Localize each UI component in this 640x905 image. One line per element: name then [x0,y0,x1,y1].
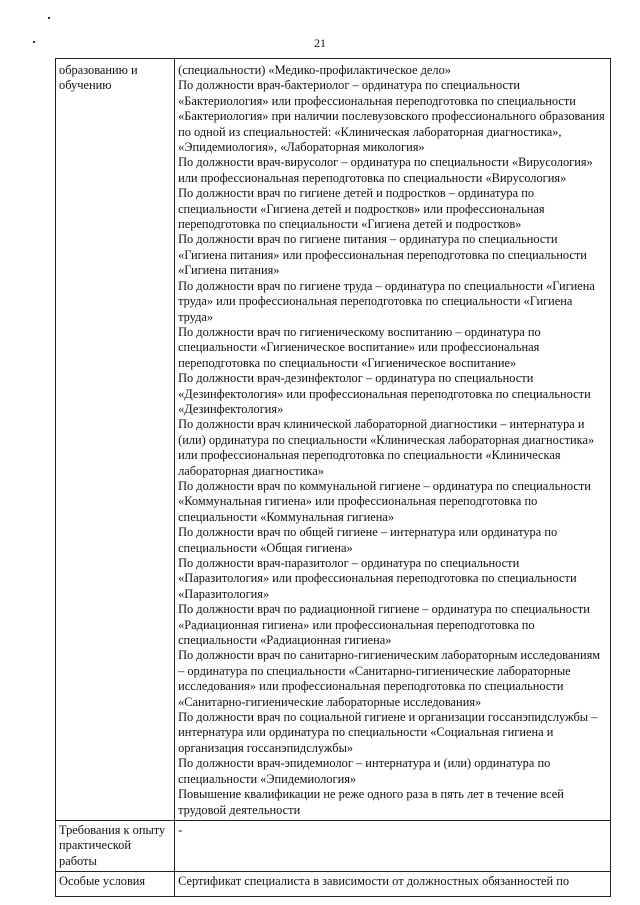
requirement-radiation-hygiene: По должности врач по радиационной гигиене – ординатура по специальности «Радиационная гигиена» или профессиональная переподготовка по специальности «Радиационная гигиена» [178,602,590,648]
requirement-epidemiologist: По должности врач-эпидемиолог – интернатура и (или) ординатура по специальности «Эпидемиология» [178,756,551,786]
row-label-experience: Требования к опыту практической работы [56,820,175,871]
requirement-child-hygiene: По должности врач по гигиене детей и подростков – ординатура по специальности «Гигиена детей и подростков» или профессиональная переподготовка по специальности «Гигиена детей и подростков» [178,186,545,232]
requirement-line: (специальности) «Медико-профилактическое дело» [178,63,451,77]
row-value-special-conditions: Сертификат специалиста в зависимости от должностных обязанностей по [175,872,611,897]
requirement-social-hygiene: По должности врач по социальной гигиене и организации госсанэпидслужбы – интернатура или ординатура по специальности «Социальная гигиена и организация госсанэпидслужбы» [178,710,598,755]
table-row-special-conditions [56,872,611,897]
requirement-virologist: По должности врач-вирусолог – ординатура по специальности «Вирусология» или профессиональная переподготовка по специальности «Вирусология» [178,155,593,185]
requirement-parasitologist: По должности врач-паразитолог – ординатура по специальности «Паразитология» или профессиональная переподготовка по специальности «Паразитология» [178,556,577,601]
table-row-training-requirements [56,59,611,821]
requirement-qualification-upgrade: Повышение квалификации не реже одного раза в пять лет в течение всей трудовой деятельности [178,787,564,817]
requirement-disinfectologist: По должности врач-дезинфектолог – ординатура по специальности «Дезинфектология» или профессиональная переподготовка по специальности «Дезинфектология» [178,371,591,416]
row-label-special-conditions: Особые условия [56,872,175,897]
requirement-hygiene-education: По должности врач по гигиеническому воспитанию – ординатура по специальности «Гигиеническое воспитание» или профессиональная переподготовка по специальности «Гигиеническое воспитание» [178,324,541,370]
page-number: 21 [314,36,326,50]
requirements-table [55,58,611,897]
row-value-education [175,59,611,821]
requirement-general-hygiene: По должности врач по общей гигиене – интернатура или ординатура по специальности «Общая гигиена» [178,525,558,555]
requirement-food-hygiene: По должности врач по гигиене питания – ординатура по специальности «Гигиена питания» или профессиональная переподготовка по специальности «Гигиена питания» [178,232,587,278]
requirement-communal-hygiene: По должности врач по коммунальной гигиене – ординатура по специальности «Коммунальная гигиена» или профессиональная переподготовка по специальности «Коммунальная гигиена» [178,478,591,524]
requirement-bacteriologist: По должности врач-бактериолог – ординатура по специальности «Бактериология» или профессиональная переподготовка по специальности «Бактериология» при наличии послевузовского профессионального образования по одной из специальностей: «Клиническая лабораторная диагностика», «Эпидемиология», «Лабораторная микология» [178,78,605,155]
row-label-education: образованию и обучению [56,59,175,821]
table-row-experience [56,820,611,871]
row-value-experience: - [175,820,611,871]
requirement-sanitary-lab: По должности врач по санитарно-гигиеническим лабораторным исследованиям – ординатура по специальности «Санитарно-гигиенические лабораторные исследования» или профессиональная переподготовка по специальности «Санитарно-гигиенические лабораторные исследования» [178,648,601,709]
scan-speck [48,17,50,19]
requirement-clinical-lab: По должности врач клинической лабораторной диагностики – интернатура и (или) ординатура по специальности «Клиническая лабораторная диагностика» или профессиональная переподготовка по специальности «Клиническая лабораторная диагностика» [178,417,595,478]
requirement-occupational-hygiene: По должности врач по гигиене труда – ординатура по специальности «Гигиена труда» или профессиональная переподготовка по специальности «Гигиена труда» [178,278,595,324]
